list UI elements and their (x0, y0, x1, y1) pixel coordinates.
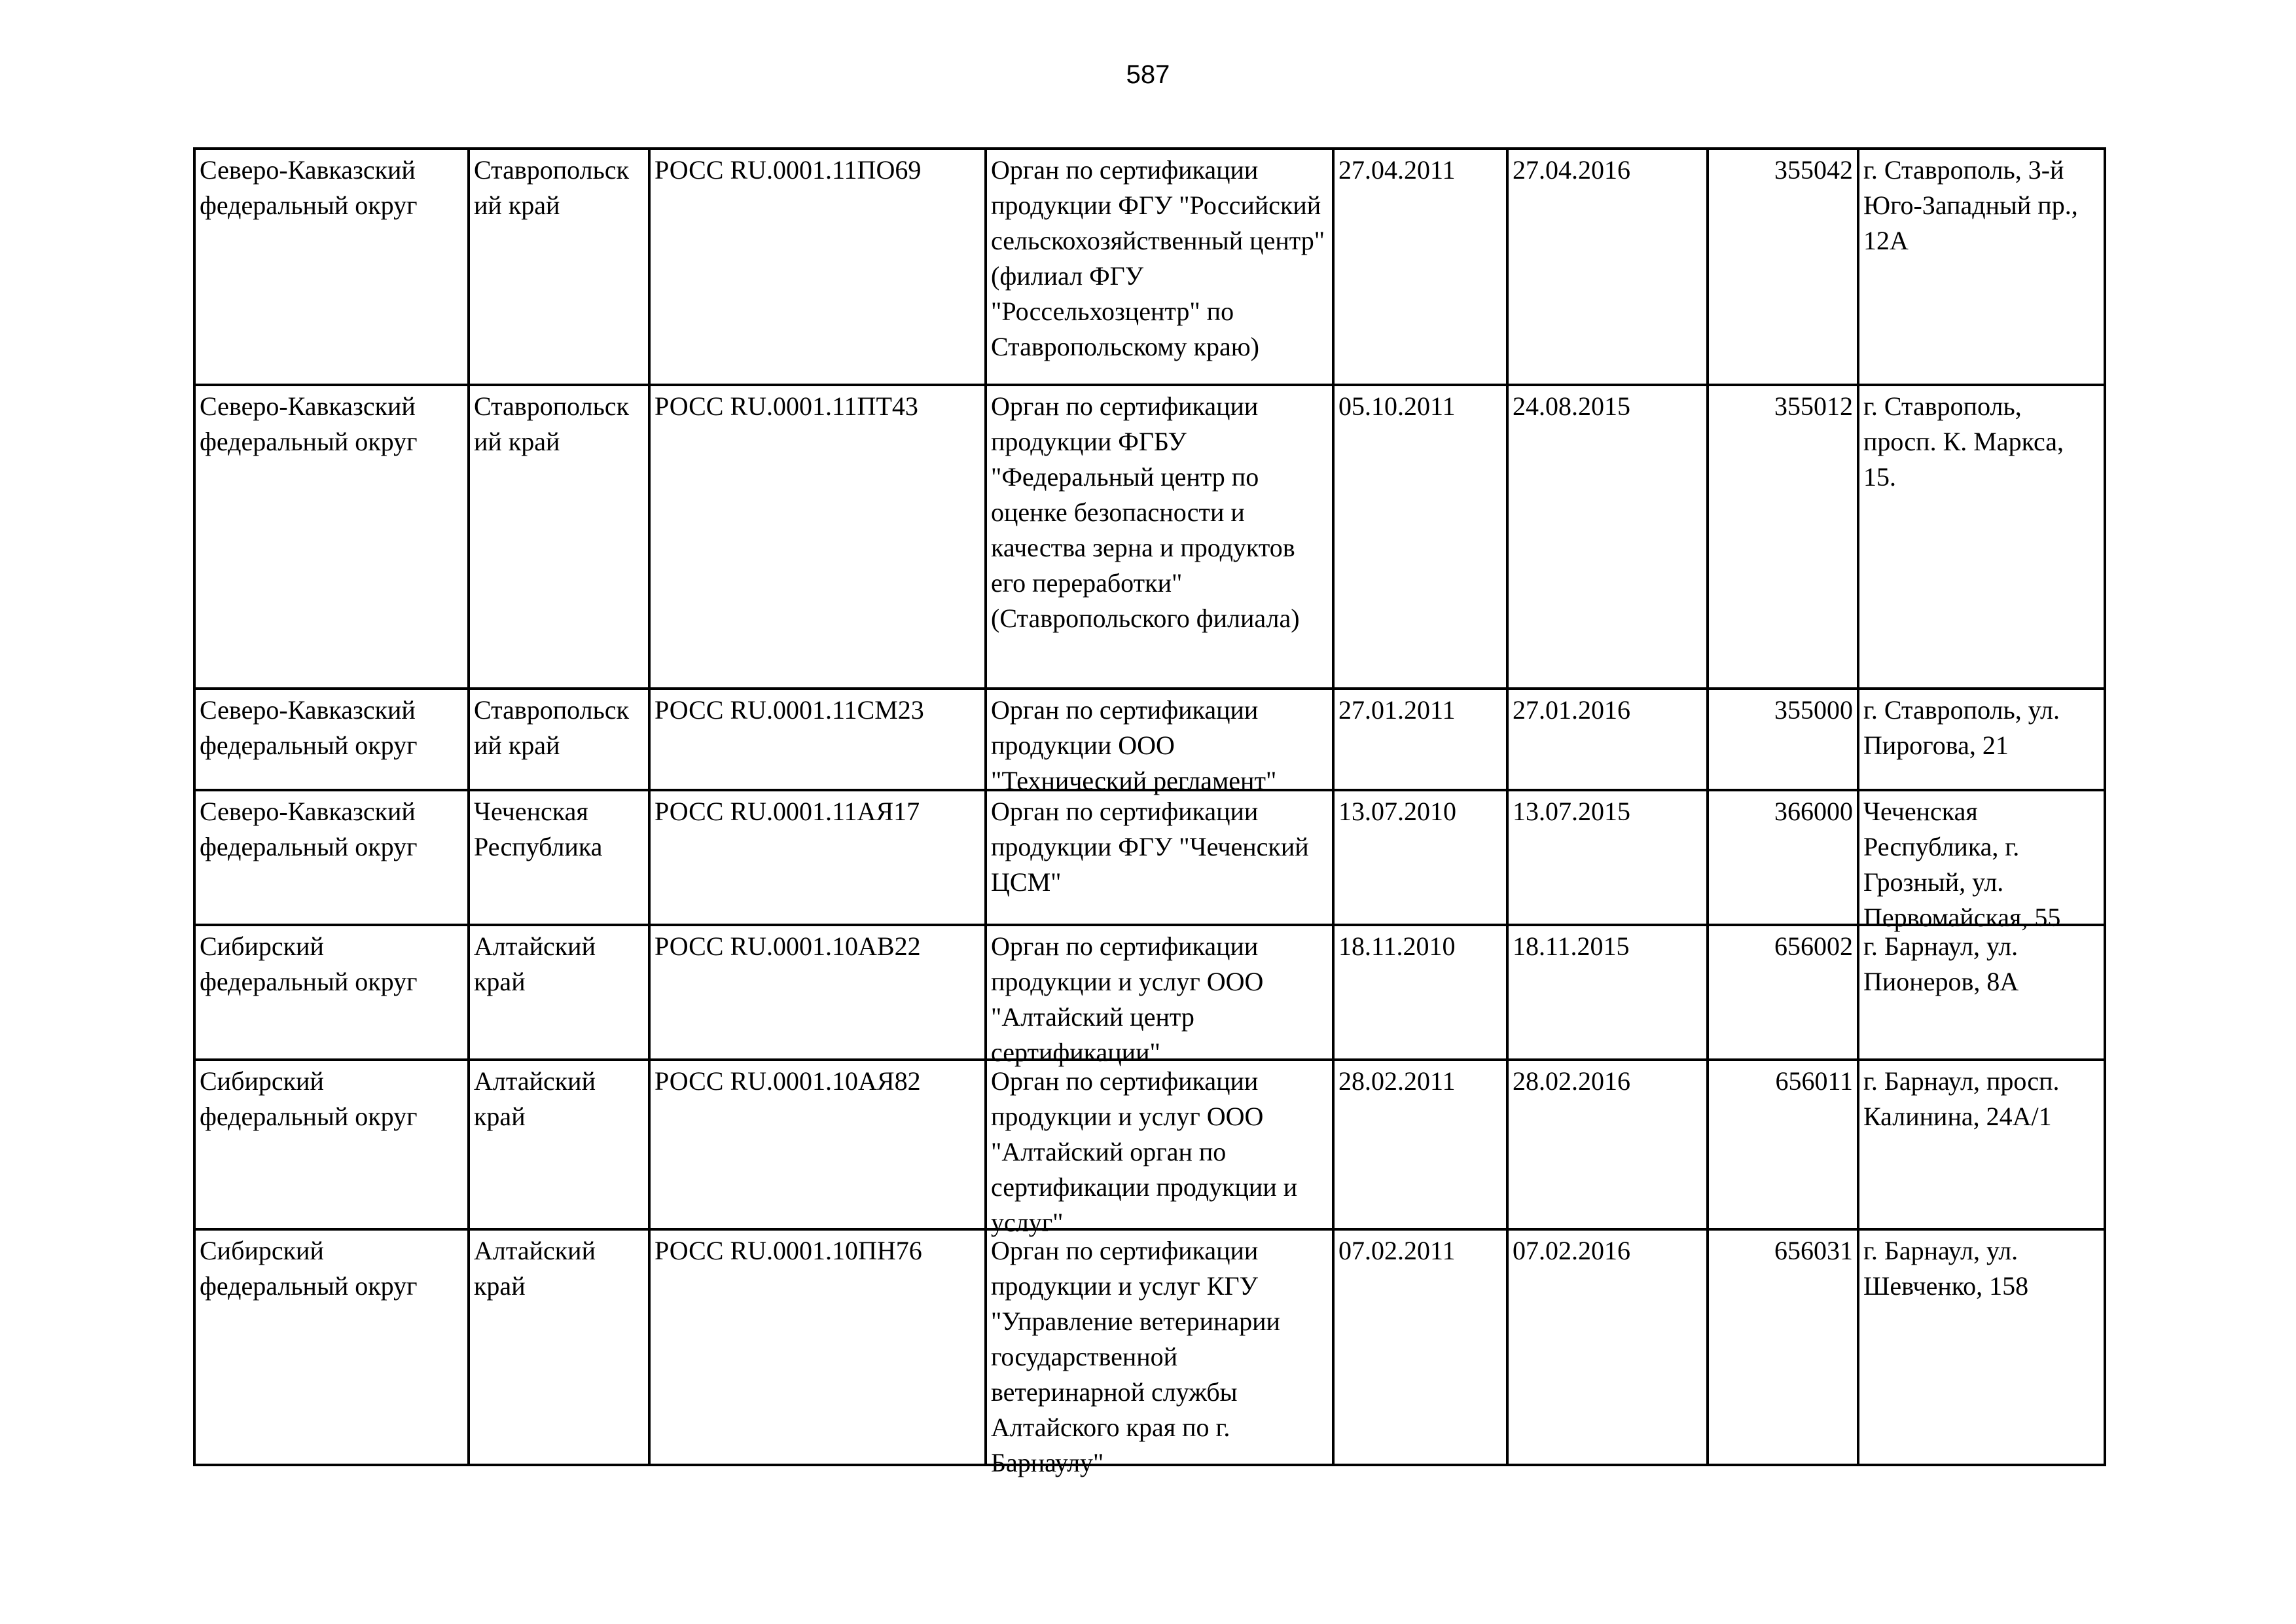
page-number: 587 (1126, 60, 1170, 89)
postcode-cell (1708, 689, 1858, 790)
date-from-cell (1333, 689, 1507, 790)
postcode-cell-text: 656002 (1774, 931, 1853, 961)
address-cell-text: г. Ставрополь, просп. К. Маркса, 15. (1863, 391, 2064, 492)
date-from-cell (1333, 925, 1507, 1060)
certificate-number-cell-text: РОСС RU.0001.11ПО69 (655, 155, 922, 185)
region-cell (469, 790, 649, 925)
postcode-cell (1708, 925, 1858, 1060)
date-to-cell (1507, 1060, 1708, 1229)
district-cell-text: Сибирский федеральный округ (200, 1066, 418, 1131)
district-cell (194, 790, 469, 925)
district-cell (194, 1060, 469, 1229)
certificate-number-cell-text: РОСС RU.0001.10ПН76 (655, 1236, 922, 1265)
date-to-cell-text: 13.07.2015 (1513, 797, 1630, 826)
organization-cell-text: Орган по сертификации продукции ФГУ "Чеченский ЦСМ" (991, 797, 1309, 897)
date-to-cell-text: 07.02.2016 (1513, 1236, 1630, 1265)
table-row (194, 925, 2105, 1060)
address-cell (1858, 1229, 2105, 1465)
date-from-cell-text: 13.07.2010 (1338, 797, 1456, 826)
certificate-number-cell (649, 1060, 986, 1229)
date-from-cell (1333, 790, 1507, 925)
date-from-cell-text: 28.02.2011 (1338, 1066, 1456, 1096)
address-cell-text: г. Барнаул, просп. Калинина, 24А/1 (1863, 1066, 2060, 1131)
postcode-cell (1708, 1060, 1858, 1229)
certificate-number-cell (649, 1229, 986, 1465)
organization-cell-text: Орган по сертификации продукции и услуг ООО "Алтайский центр сертификации" (991, 931, 1264, 1067)
district-cell (194, 925, 469, 1060)
date-to-cell-text: 28.02.2016 (1513, 1066, 1630, 1096)
region-cell-text: Ставропольск ий край (474, 155, 630, 220)
postcode-cell-text: 355042 (1774, 155, 1853, 185)
district-cell-text: Северо-Кавказский федеральный округ (200, 797, 418, 861)
certificate-number-cell-text: РОСС RU.0001.11ПТ43 (655, 391, 918, 421)
organization-cell-text: Орган по сертификации продукции ФГУ "Российский сельскохозяйственный центр" (филиал ФГУ "Россельхозцентр" по Ставропольскому краю) (991, 155, 1325, 361)
date-from-cell-text: 05.10.2011 (1338, 391, 1456, 421)
table-row (194, 1060, 2105, 1229)
region-cell-text: Алтайский край (474, 1236, 596, 1301)
date-to-cell (1507, 149, 1708, 385)
certificate-number-cell-text: РОСС RU.0001.11АЯ17 (655, 797, 920, 826)
certificate-number-cell-text: РОСС RU.0001.10АВ22 (655, 931, 921, 961)
certificate-number-cell (649, 385, 986, 689)
date-to-cell (1507, 790, 1708, 925)
address-cell-text: г. Барнаул, ул. Пионеров, 8А (1863, 931, 2019, 996)
organization-cell (986, 790, 1333, 925)
region-cell-text: Алтайский край (474, 931, 596, 996)
organization-cell (986, 925, 1333, 1067)
certificate-number-cell-text: РОСС RU.0001.11СМ23 (655, 695, 924, 725)
region-cell-text: Ставропольск ий край (474, 695, 630, 760)
organization-cell (986, 1229, 1333, 1477)
region-cell-text: Алтайский край (474, 1066, 596, 1131)
table-row (194, 385, 2105, 689)
district-cell-text: Сибирский федеральный округ (200, 931, 418, 996)
district-cell-text: Сибирский федеральный округ (200, 1236, 418, 1301)
organization-cell-text: Орган по сертификации продукции и услуг КГУ "Управление ветеринарии государственной ветеринарной службы Алтайского края по г. Барнаулу" (991, 1236, 1280, 1477)
organization-cell-text: Орган по сертификации продукции ФГБУ "Федеральный центр по оценке безопасности и качества зерна и продуктов его переработки" (Ставропольского филиала) (991, 391, 1300, 633)
address-cell-text: г. Барнаул, ул. Шевченко, 158 (1863, 1236, 2029, 1301)
region-cell (469, 149, 649, 385)
district-cell-text: Северо-Кавказский федеральный округ (200, 391, 418, 456)
certificate-number-cell (649, 925, 986, 1060)
address-cell-text: г. Ставрополь, 3-й Юго-Западный пр., 12А (1863, 155, 2078, 255)
postcode-cell-text: 355000 (1774, 695, 1853, 725)
postcode-cell-text: 656011 (1775, 1066, 1853, 1096)
region-cell (469, 689, 649, 790)
district-cell (194, 149, 469, 385)
certificate-number-cell-text: РОСС RU.0001.10АЯ82 (655, 1066, 921, 1096)
certificate-number-cell (649, 149, 986, 385)
organization-cell-text: Орган по сертификации продукции ООО "Технический регламент" (991, 695, 1277, 795)
address-cell (1858, 925, 2105, 1060)
postcode-cell (1708, 790, 1858, 925)
district-cell (194, 1229, 469, 1465)
organization-cell-text: Орган по сертификации продукции и услуг ООО "Алтайский орган по сертификации продукции и услуг" (991, 1066, 1298, 1237)
district-cell-text: Северо-Кавказский федеральный округ (200, 155, 418, 220)
date-to-cell (1507, 1229, 1708, 1465)
organization-cell (986, 689, 1333, 795)
certificate-number-cell (649, 689, 986, 790)
date-to-cell (1507, 385, 1708, 689)
address-cell (1858, 1060, 2105, 1229)
region-cell (469, 1229, 649, 1465)
district-cell (194, 385, 469, 689)
table-row (194, 689, 2105, 790)
region-cell (469, 1060, 649, 1229)
postcode-cell (1708, 1229, 1858, 1465)
district-cell-text: Северо-Кавказский федеральный округ (200, 695, 418, 760)
postcode-cell (1708, 149, 1858, 385)
date-to-cell-text: 27.01.2016 (1513, 695, 1630, 725)
region-cell (469, 385, 649, 689)
date-from-cell (1333, 1060, 1507, 1229)
address-cell (1858, 385, 2105, 689)
postcode-cell-text: 656031 (1774, 1236, 1853, 1265)
certificate-number-cell (649, 790, 986, 925)
date-from-cell (1333, 1229, 1507, 1465)
postcode-cell (1708, 385, 1858, 689)
region-cell-text: Ставропольск ий край (474, 391, 630, 456)
date-to-cell-text: 24.08.2015 (1513, 391, 1630, 421)
postcode-cell-text: 366000 (1774, 797, 1853, 826)
date-from-cell (1333, 149, 1507, 385)
date-from-cell (1333, 385, 1507, 689)
table-row (194, 790, 2105, 925)
table-row (194, 1229, 2105, 1465)
table-body (194, 149, 2105, 1477)
date-to-cell (1507, 925, 1708, 1060)
region-cell-text: Чеченская Республика (474, 797, 603, 861)
date-from-cell-text: 27.04.2011 (1338, 155, 1456, 185)
region-cell (469, 925, 649, 1060)
district-cell (194, 689, 469, 790)
address-cell-text: Чеченская Республика, г. Грозный, ул. Первомайская, 55 (1863, 797, 2061, 932)
table-row (194, 149, 2105, 385)
address-cell-text: г. Ставрополь, ул. Пирогова, 21 (1863, 695, 2060, 760)
certification-bodies-table (193, 147, 2106, 1477)
date-from-cell-text: 27.01.2011 (1338, 695, 1456, 725)
organization-cell (986, 149, 1333, 385)
postcode-cell-text: 355012 (1774, 391, 1853, 421)
date-to-cell (1507, 689, 1708, 790)
address-cell (1858, 689, 2105, 790)
organization-cell (986, 385, 1333, 689)
date-to-cell-text: 27.04.2016 (1513, 155, 1630, 185)
date-to-cell-text: 18.11.2015 (1513, 931, 1630, 961)
address-cell (1858, 149, 2105, 385)
organization-cell (986, 1060, 1333, 1237)
address-cell (1858, 790, 2105, 932)
date-from-cell-text: 18.11.2010 (1338, 931, 1456, 961)
date-from-cell-text: 07.02.2011 (1338, 1236, 1456, 1265)
